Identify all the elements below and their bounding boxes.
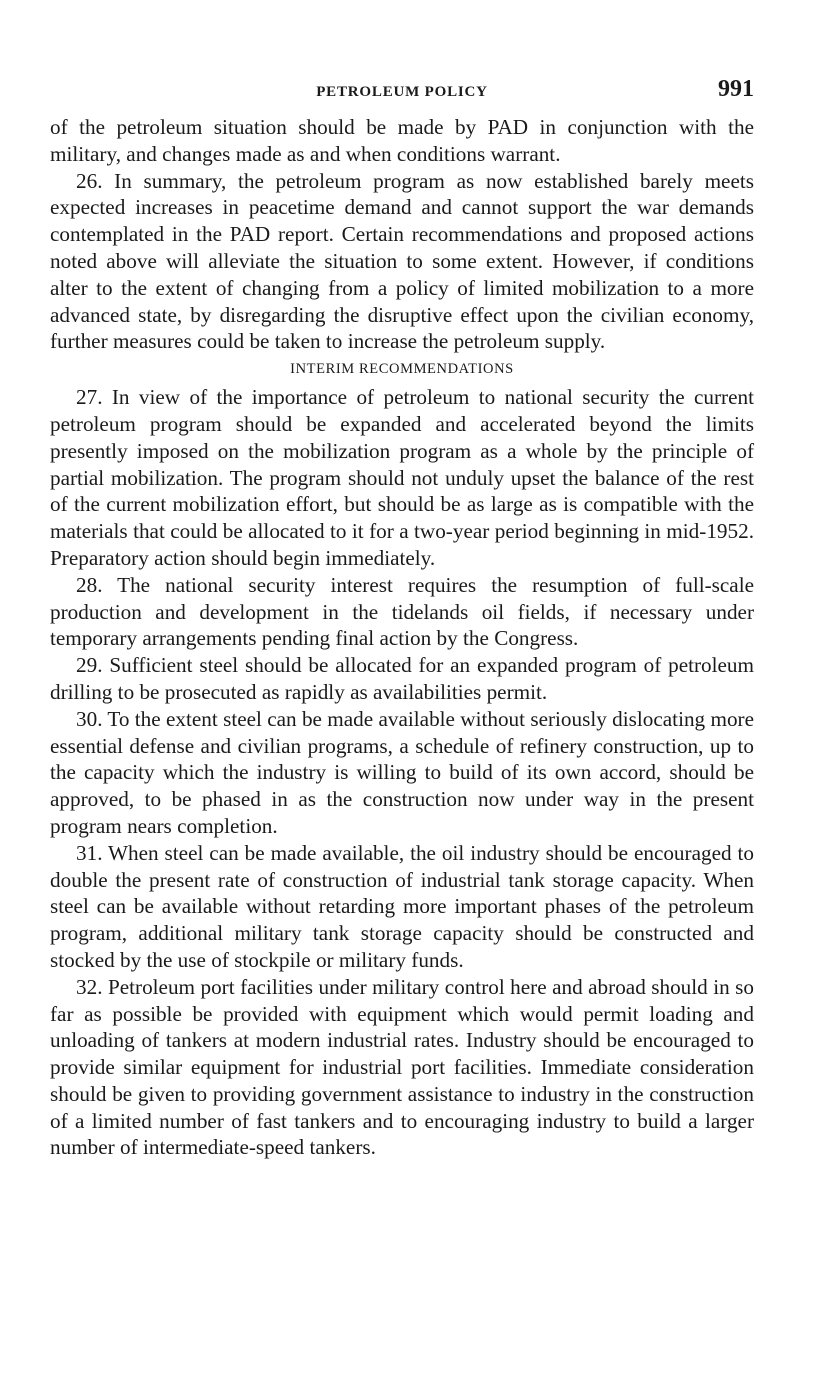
body-text	[50, 114, 754, 1161]
paragraph-29: 29. Sufficient steel should be allocated for an expanded program of petroleum drilling to be prosecuted as rapidly as availabilities permit.	[50, 653, 754, 704]
paragraph-continuation: of the petroleum situation should be made by PAD in conjunction with the military, and changes made as and when conditions warrant.	[50, 115, 754, 166]
paragraph-31: 31. When steel can be made available, the oil industry should be encouraged to double the present rate of construction of industrial tank storage capacity. When steel can be available without retarding more important phases of the petroleum program, additional military tank storage capacity should be constructed and stocked by the use of stockpile or military funds.	[50, 840, 754, 972]
running-header	[50, 74, 754, 114]
section-heading: INTERIM RECOMMENDATIONS	[290, 361, 514, 378]
running-title: PETROLEUM POLICY	[316, 84, 488, 100]
document-page	[50, 74, 754, 1161]
paragraph-28: 28. The national security interest requires the resumption of full-scale production and development in the tidelands oil fields, if necessary under temporary arrangements pending final action by the Congress.	[50, 572, 754, 651]
paragraph-30: 30. To the extent steel can be made available without seriously dislocating more essential defense and civilian programs, a schedule of refinery construction, up to the capacity which the industry is willing to build of its own accord, should be approved, to be phased in as the construction now under way in the present program nears completion.	[50, 706, 754, 838]
paragraph-32: 32. Petroleum port facilities under military control here and abroad should in so far as possible be provided with equipment which would permit loading and unloading of tankers at modern industrial rates. Industry should be encouraged to provide similar equipment for industrial port facilities. Immediate consideration should be given to providing government assistance to industry in the construction of a limited number of fast tankers and to encouraging industry to build a larger number of intermediate-speed tankers.	[50, 974, 754, 1160]
page-number: 991	[718, 76, 754, 102]
paragraph-26: 26. In summary, the petroleum program as now established barely meets expected increases in peacetime demand and cannot support the war demands contemplated in the PAD report. Certain recommendations and proposed actions noted above will alleviate the situation to some extent. However, if conditions alter to the extent of changing from a policy of limited mobilization to a more advanced state, by disregarding the disruptive effect upon the civilian economy, further measures could be taken to increase the petroleum supply.	[50, 168, 754, 354]
paragraph-27: 27. In view of the importance of petroleum to national security the current petroleum program should be expanded and accelerated beyond the limits presently imposed on the mobilization program as a whole by the principle of partial mobilization. The program should not unduly upset the balance of the rest of the current mobilization effort, but should be as large as is compatible with the materials that could be allocated to it for a two-year period beginning in mid-1952. Preparatory action should begin immediately.	[50, 385, 754, 570]
